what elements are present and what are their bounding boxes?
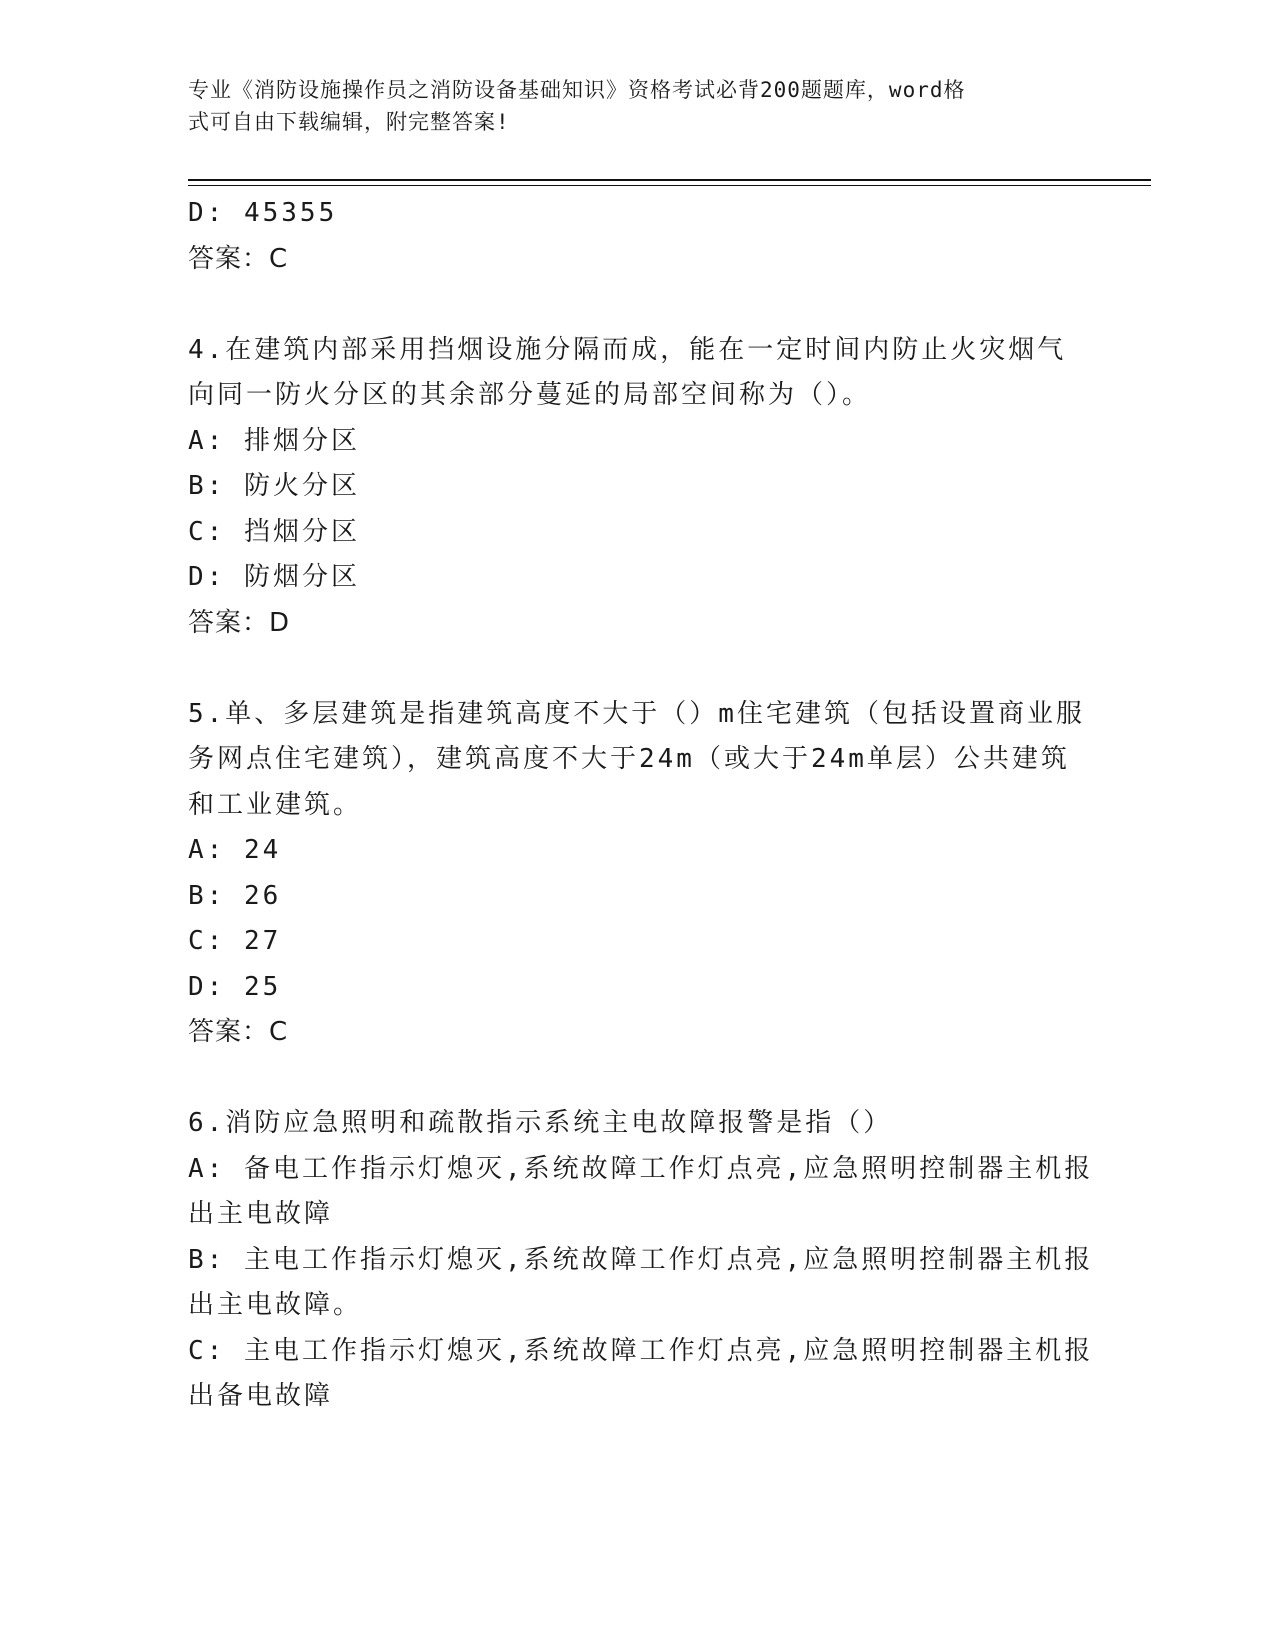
q6-option-a-line-1: A: 备电工作指示灯熄灭,系统故障工作灯点亮,应急照明控制器主机报 (188, 1153, 1094, 1184)
q5-answer: 答案：C (188, 1017, 289, 1047)
q6-option-c-line-1: C: 主电工作指示灯熄灭,系统故障工作灯点亮,应急照明控制器主机报 (188, 1335, 1094, 1366)
q5-stem-line-3: 和工业建筑。 (188, 789, 363, 820)
q5-option-c: C: 27 (188, 926, 282, 956)
q4-answer: 答案：D (188, 607, 291, 638)
header-divider-thick (188, 179, 1151, 181)
q4-stem-line-2: 向同一防火分区的其余部分蔓延的局部空间称为（）。 (188, 380, 872, 410)
q5-option-d: D: 25 (188, 971, 282, 1002)
q4-option-b: B: 防火分区 (188, 471, 360, 501)
q6-option-a-line-2: 出主电故障 (188, 1199, 334, 1229)
q4-option-d: D: 防烟分区 (188, 562, 360, 592)
document-header (188, 74, 1068, 138)
q3-answer: 答案：C (188, 243, 289, 274)
q4-option-a: A: 排烟分区 (188, 425, 360, 456)
spacer (188, 1056, 1088, 1102)
q3-option-d: D: 45355 (188, 198, 338, 228)
header-line-2: 式可自由下载编辑，附完整答案! (188, 110, 510, 134)
header-divider-thin (188, 185, 1151, 186)
q4-option-c: C: 挡烟分区 (188, 516, 360, 547)
q6-option-b-line-1: B: 主电工作指示灯熄灭,系统故障工作灯点亮,应急照明控制器主机报 (188, 1244, 1094, 1275)
question-list (188, 191, 1094, 1420)
q5-stem-line-1: 5.单、多层建筑是指建筑高度不大于（）m住宅建筑（包括设置商业服 (188, 698, 1085, 729)
header-line-1: 专业《消防设施操作员之消防设备基础知识》资格考试必背200题题库，word格 (188, 78, 966, 102)
spacer (188, 646, 1088, 692)
q4-stem-line-1: 4.在建筑内部采用挡烟设施分隔而成，能在一定时间内防止火灾烟气 (188, 334, 1067, 365)
q5-stem-line-2: 务网点住宅建筑），建筑高度不大于24m（或大于24m单层）公共建筑 (188, 744, 1070, 774)
q5-option-a: A: 24 (188, 835, 282, 865)
q5-option-b: B: 26 (188, 880, 282, 911)
spacer (188, 282, 1088, 328)
q6-stem-line-1: 6.消防应急照明和疏散指示系统主电故障报警是指（） (188, 1108, 893, 1138)
q6-option-b-line-2: 出主电故障。 (188, 1290, 363, 1320)
q6-option-c-line-2: 出备电故障 (188, 1381, 334, 1411)
